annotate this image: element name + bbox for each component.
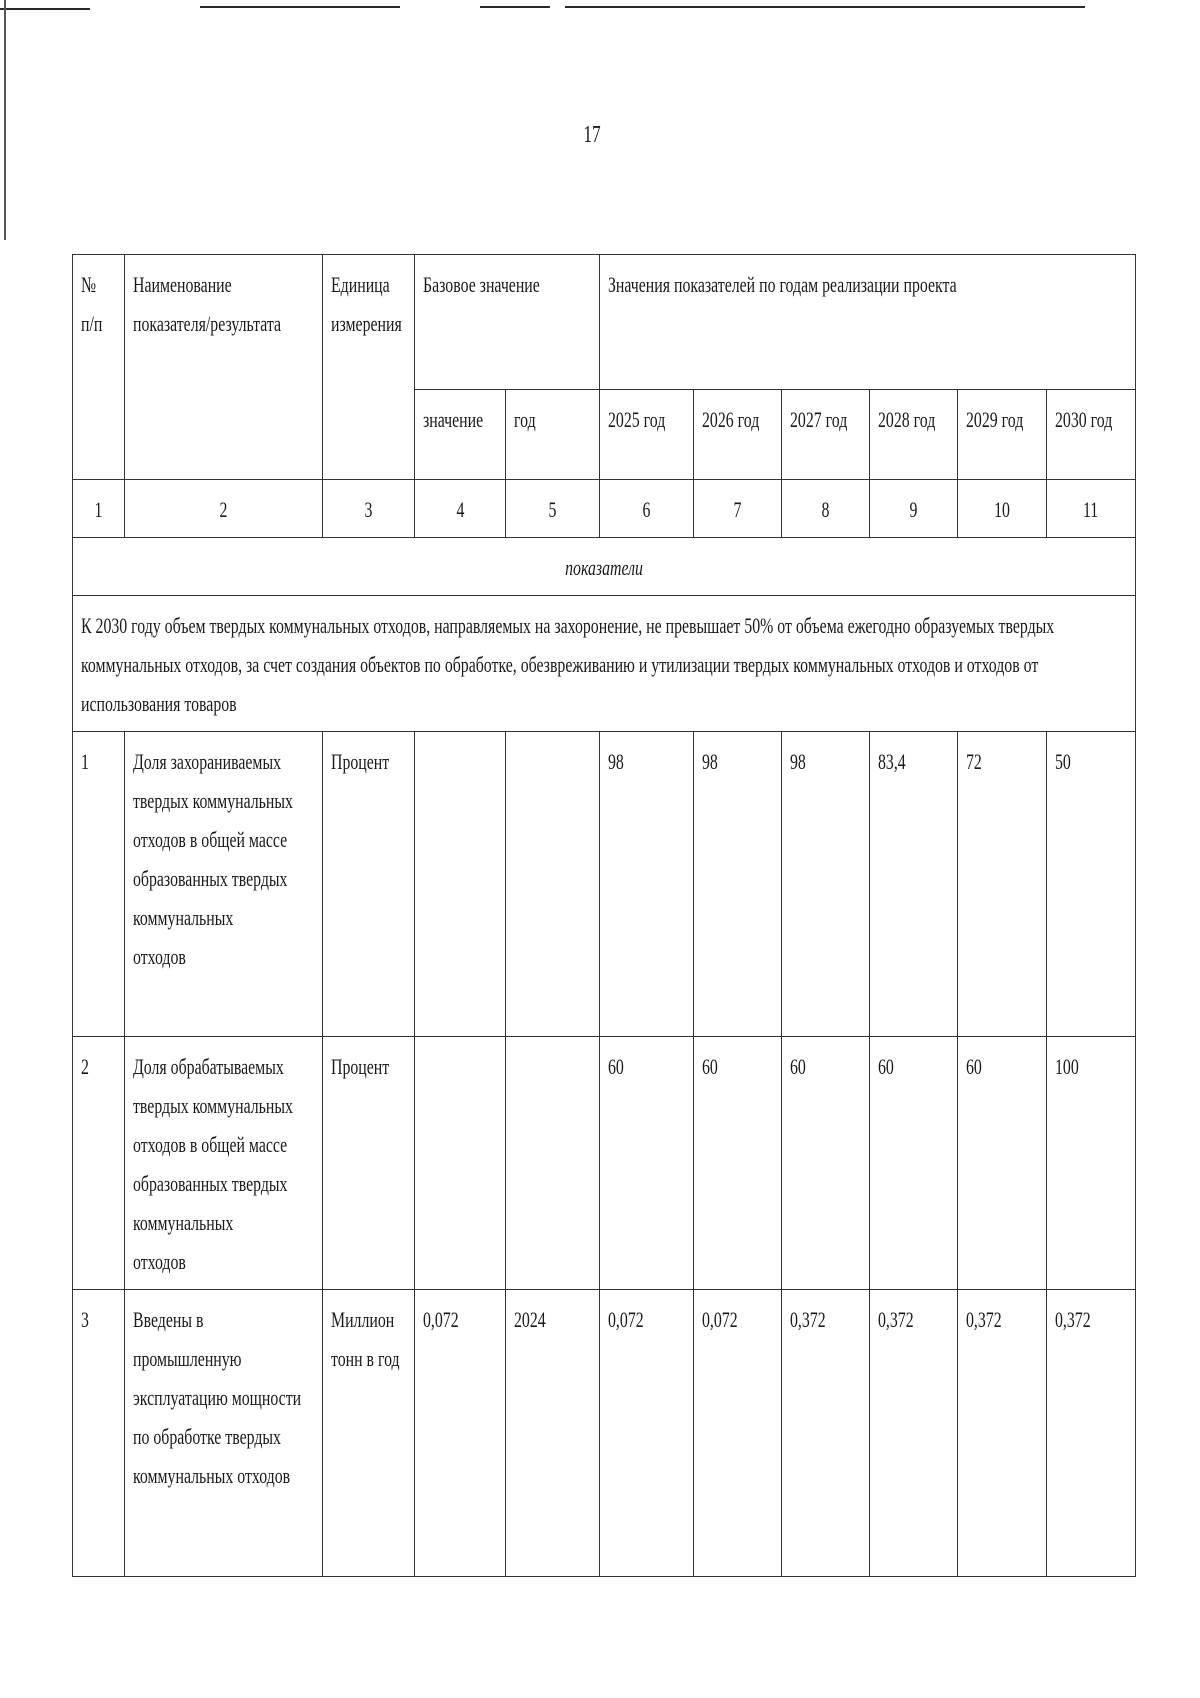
header-years: Значения показателей по годам реализации проекта — [600, 255, 1136, 390]
row-value-2028: 0,372 — [870, 1290, 958, 1577]
header-year-2030: 2030 год — [1047, 390, 1136, 480]
indicators-table — [72, 254, 1136, 1577]
row-value-2029: 72 — [958, 732, 1047, 1037]
table-row — [73, 1037, 1136, 1290]
header-name: Наименование показателя/результата — [125, 255, 323, 480]
row-name: Доля захораниваемых твердых коммунальных отходов в общей массе образованных твердых коммунальных отходов — [125, 732, 323, 1037]
row-unit: Процент — [323, 732, 415, 1037]
row-value-2027: 0,372 — [782, 1290, 870, 1577]
column-number: 4 — [415, 480, 506, 538]
row-name: Введены в промышленную эксплуатацию мощности по обработке твердых коммунальных отходов — [125, 1290, 323, 1577]
scan-edge-top-2 — [200, 6, 400, 8]
header-year-2026: 2026 год — [694, 390, 782, 480]
column-number: 6 — [600, 480, 694, 538]
table-row — [73, 732, 1136, 1037]
row-value-2030: 100 — [1047, 1037, 1136, 1290]
row-num: 1 — [73, 732, 125, 1037]
row-value-2029: 60 — [958, 1037, 1047, 1290]
row-value-2030: 0,372 — [1047, 1290, 1136, 1577]
header-year-2025: 2025 год — [600, 390, 694, 480]
row-value-2028: 83,4 — [870, 732, 958, 1037]
row-value-2028: 60 — [870, 1037, 958, 1290]
column-number: 7 — [694, 480, 782, 538]
header-base-year: год — [506, 390, 600, 480]
page-number: 17 — [583, 122, 601, 148]
scan-edge-top-3 — [480, 6, 550, 8]
column-number: 1 — [73, 480, 125, 538]
column-number: 9 — [870, 480, 958, 538]
row-base-value — [415, 1037, 506, 1290]
row-value-2030: 50 — [1047, 732, 1136, 1037]
row-unit: Процент — [323, 1037, 415, 1290]
row-value-2025: 98 — [600, 732, 694, 1037]
row-value-2027: 60 — [782, 1037, 870, 1290]
row-value-2026: 0,072 — [694, 1290, 782, 1577]
row-unit: Миллион тонн в год — [323, 1290, 415, 1577]
scan-edge-top-4 — [565, 6, 1085, 8]
column-numbers-row — [73, 480, 1136, 538]
row-num: 2 — [73, 1037, 125, 1290]
row-base-year — [506, 1037, 600, 1290]
column-number: 10 — [958, 480, 1047, 538]
section-title: показатели — [73, 538, 1136, 596]
header-base-value: значение — [415, 390, 506, 480]
row-value-2029: 0,372 — [958, 1290, 1047, 1577]
column-number: 2 — [125, 480, 323, 538]
row-value-2025: 60 — [600, 1037, 694, 1290]
header-base: Базовое значение — [415, 255, 600, 390]
column-number: 3 — [323, 480, 415, 538]
row-name: Доля обрабатываемых твердых коммунальных отходов в общей массе образованных твердых коммунальных отходов — [125, 1037, 323, 1290]
row-num: 3 — [73, 1290, 125, 1577]
row-value-2026: 60 — [694, 1037, 782, 1290]
column-number: 5 — [506, 480, 600, 538]
goal-text: К 2030 году объем твердых коммунальных отходов, направляемых на захоронение, не превышает 50% от объема ежегодно образуемых твердых коммунальных отходов, за счет создания объектов по обработке, обезвреживанию и утилизации твердых коммунальных отходов и отходов от использования товаров — [73, 596, 1136, 732]
row-value-2026: 98 — [694, 732, 782, 1037]
table-row — [73, 1290, 1136, 1577]
header-row-1 — [73, 255, 1136, 390]
row-base-value — [415, 732, 506, 1037]
scan-edge-left — [4, 0, 6, 240]
column-number: 11 — [1047, 480, 1136, 538]
header-year-2029: 2029 год — [958, 390, 1047, 480]
scan-edge-top-1 — [0, 8, 90, 10]
row-value-2025: 0,072 — [600, 1290, 694, 1577]
row-base-value: 0,072 — [415, 1290, 506, 1577]
row-base-year — [506, 732, 600, 1037]
column-number: 8 — [782, 480, 870, 538]
header-num: № п/п — [73, 255, 125, 480]
section-row — [73, 538, 1136, 596]
row-value-2027: 98 — [782, 732, 870, 1037]
header-year-2028: 2028 год — [870, 390, 958, 480]
row-base-year: 2024 — [506, 1290, 600, 1577]
goal-row — [73, 596, 1136, 732]
header-unit: Единица измерения — [323, 255, 415, 480]
header-year-2027: 2027 год — [782, 390, 870, 480]
